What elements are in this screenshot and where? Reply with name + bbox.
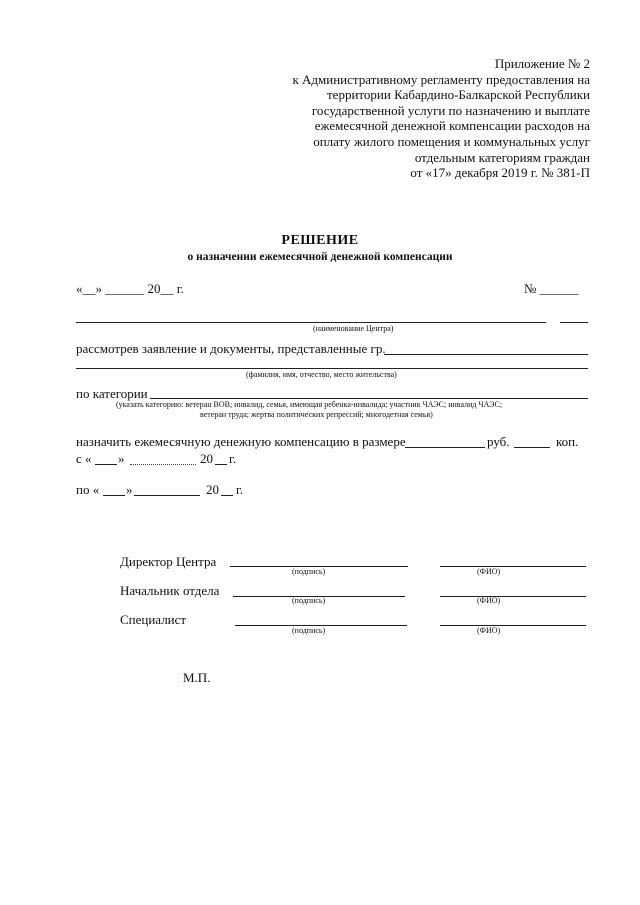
center-caption: (наименование Центра) bbox=[313, 324, 394, 333]
to-month-line bbox=[134, 495, 200, 496]
from-g: г. bbox=[229, 451, 237, 466]
kop-amount-line bbox=[514, 447, 550, 448]
fio-caption-head: (ФИО) bbox=[477, 596, 501, 605]
signature-role-director: Директор Центра bbox=[120, 554, 217, 569]
applicant-line bbox=[384, 354, 588, 355]
sign-caption-head: (подпись) bbox=[292, 596, 326, 605]
to-g: г. bbox=[236, 482, 244, 497]
document-title: РЕШЕНИЕ bbox=[281, 233, 359, 248]
from-year-line bbox=[215, 464, 227, 465]
rub-label: руб. bbox=[487, 434, 510, 449]
appendix-line: к Административному регламенту предоставления на bbox=[292, 71, 590, 87]
fio-caption-director: (ФИО) bbox=[477, 567, 501, 576]
category-line bbox=[150, 398, 588, 399]
appendix-line: отдельным категориям граждан bbox=[414, 149, 590, 165]
appendix-line: от «17» декабря 2019 г. № 381-П bbox=[410, 165, 590, 181]
rub-amount-line bbox=[405, 447, 485, 448]
to-quote: » bbox=[126, 482, 133, 497]
decision-date: «__» ______ 20__ г. bbox=[76, 281, 184, 296]
signature-role-specialist: Специалист bbox=[120, 612, 187, 627]
applicant-line-2 bbox=[76, 368, 588, 369]
from-day-line bbox=[95, 464, 117, 465]
sign-caption-director: (подпись) bbox=[292, 567, 326, 576]
from-month-line bbox=[130, 464, 196, 465]
category-hint-2: ветеран труда; жертва политических репрессий; многодетная семья) bbox=[200, 410, 433, 419]
appendix-header bbox=[260, 56, 590, 181]
fio-line-director bbox=[440, 566, 586, 567]
stamp-place: М.П. bbox=[183, 670, 211, 685]
category-label: по категории bbox=[76, 386, 148, 401]
fio-caption-specialist: (ФИО) bbox=[477, 626, 501, 635]
from-quote: » bbox=[118, 451, 125, 466]
kop-label: коп. bbox=[556, 434, 579, 449]
decision-number: № ______ bbox=[524, 281, 579, 296]
fio-line-specialist bbox=[440, 625, 586, 626]
to-year-line bbox=[221, 495, 233, 496]
signature-role-head: Начальник отдела bbox=[120, 583, 220, 598]
fio-line-head bbox=[440, 596, 586, 597]
appendix-line: территории Кабардино-Балкарской Республики bbox=[327, 87, 590, 103]
from-year: 20 bbox=[200, 451, 213, 466]
sign-caption-specialist: (подпись) bbox=[292, 626, 326, 635]
center-name-line bbox=[76, 322, 546, 323]
appendix-line: Приложение № 2 bbox=[494, 56, 590, 71]
from-label: с « bbox=[76, 451, 92, 466]
person-caption: (фамилия, имя, отчество, место жительства) bbox=[246, 370, 397, 379]
category-hint: (указать категорию: ветеран ВОВ; инвалид, семья, имеющая ребенка-инвалида; участник ЧАЭС; инвалид ЧАЭС; bbox=[116, 400, 503, 409]
appendix-line: государственной услуги по назначению и выплате bbox=[311, 102, 590, 118]
center-name-line-end bbox=[560, 322, 588, 323]
to-label: по « bbox=[76, 482, 100, 497]
to-day-line bbox=[103, 495, 125, 496]
to-year: 20 bbox=[206, 482, 219, 497]
assign-text: назначить ежемесячную денежную компенсацию в размере bbox=[76, 434, 406, 449]
considered-text: рассмотрев заявление и документы, представленные гр. bbox=[76, 341, 386, 356]
appendix-line: оплату жилого помещения и коммунальных услуг bbox=[313, 133, 590, 149]
appendix-line: ежемесячной денежной компенсации расходов на bbox=[314, 118, 590, 134]
document-subtitle: о назначении ежемесячной денежной компенсации bbox=[187, 251, 453, 263]
